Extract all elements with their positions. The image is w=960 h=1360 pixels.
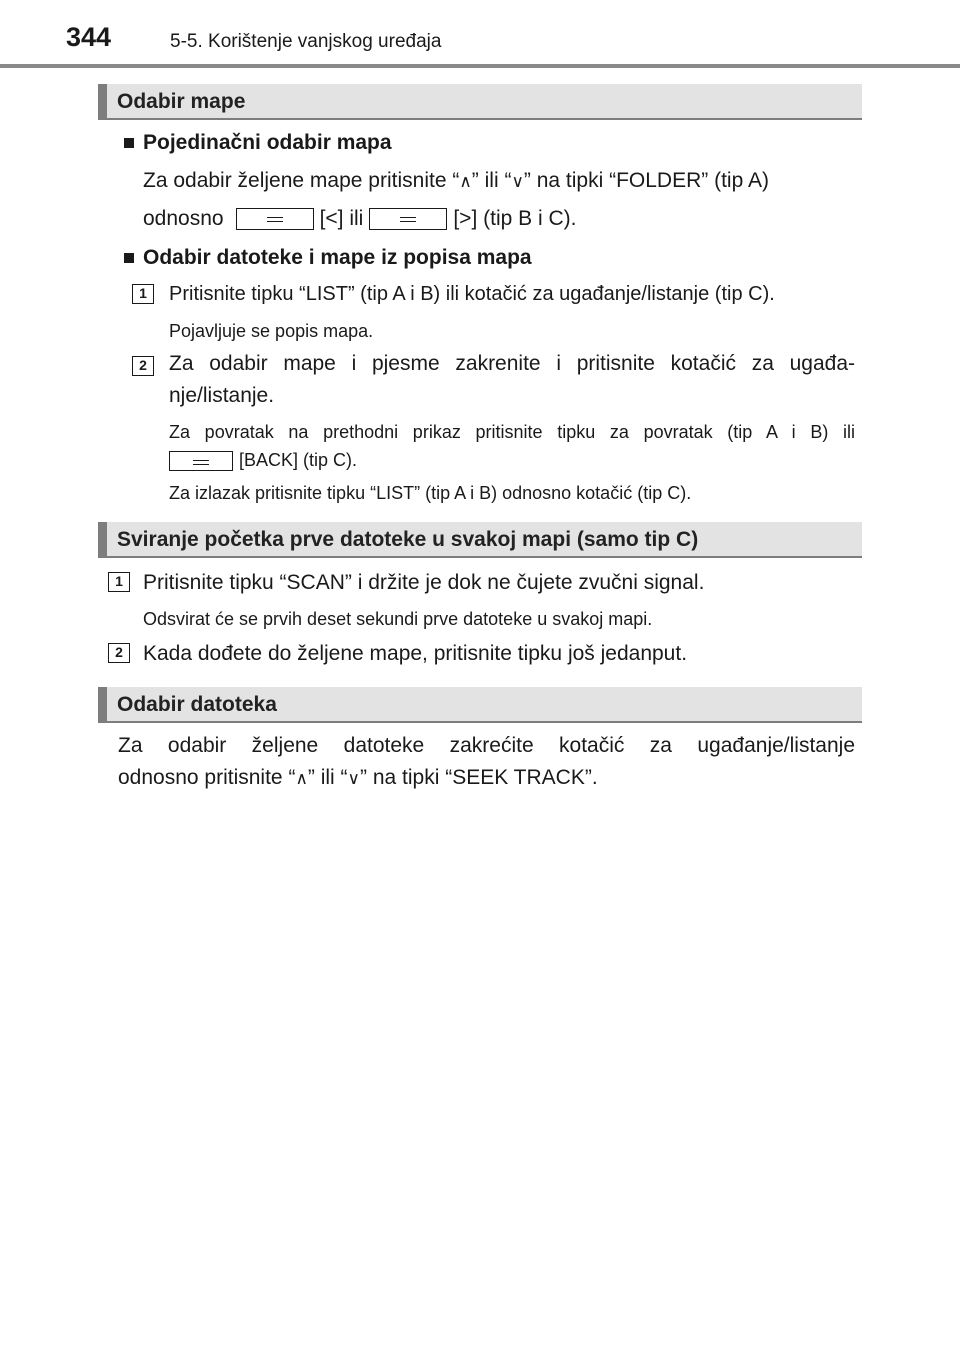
text-fragment: ” ili “ <box>307 766 348 789</box>
text-fragment: odnosno <box>143 207 224 230</box>
step-number-badge: 1 <box>108 572 130 592</box>
steering-switch-key-icon <box>236 208 314 230</box>
section-heading-file-select <box>98 687 862 723</box>
section-title: Odabir datoteka <box>117 693 277 716</box>
down-arrow-symbol: ∨ <box>347 769 360 788</box>
chapter-title: 5-5. Korištenje vanjskog uređaja <box>170 31 442 52</box>
section-title: Sviranje početka prve datoteke u svakoj mapi (samo tip C) <box>117 528 699 551</box>
step-text: Za odabir mape i pjesme zakrenite i pritisnite kotačić za ugađa- <box>169 352 855 375</box>
step-text: Pritisnite tipku “LIST” (tip A i B) ili kotačić za ugađanje/listanje (tip C). <box>169 283 775 305</box>
paragraph-line <box>118 766 598 790</box>
step-text: Kada dođete do željene mape, pritisnite tipku još jedanput. <box>143 642 688 665</box>
text-fragment: [BACK] (tip C). <box>239 450 358 470</box>
up-arrow-symbol: ∧ <box>295 769 308 788</box>
text-fragment: Za odabir željene mape pritisnite “ <box>143 169 460 192</box>
step-note: Za povratak na prethodni prikaz pritisnite tipku za povratak (tip A i B) ili <box>169 422 855 442</box>
step-note: Za izlazak pritisnite tipku “LIST” (tip A i B) odnosno kotačić (tip C). <box>169 483 692 503</box>
paragraph-line <box>143 169 769 193</box>
step-number-badge: 1 <box>132 284 154 304</box>
text-fragment: ” na tipki “SEEK TRACK”. <box>360 766 598 789</box>
step-note: Pojavljuje se popis mapa. <box>169 321 374 341</box>
steering-switch-key-icon <box>369 208 447 230</box>
paragraph-line <box>143 207 576 231</box>
paragraph-line: Za odabir željene datoteke zakrećite kotačić za ugađanje/listanje <box>118 734 855 757</box>
page-number: 344 <box>66 22 112 52</box>
section-title: Odabir mape <box>117 90 246 113</box>
step-note: Odsvirat će se prvih deset sekundi prve datoteke u svakoj mapi. <box>143 609 653 629</box>
step-text: nje/listanje. <box>169 384 275 407</box>
subsection-title: Pojedinačni odabir mapa <box>143 131 392 154</box>
steering-switch-key-icon <box>169 451 233 471</box>
step-number-badge: 2 <box>132 356 154 376</box>
text-fragment: [>] (tip B i C). <box>453 207 577 230</box>
square-bullet-icon <box>124 253 134 263</box>
section-heading-folder-select <box>98 84 862 120</box>
header-divider <box>0 64 960 68</box>
text-fragment: ” ili “ <box>471 169 512 192</box>
step-number-badge: 2 <box>108 643 130 663</box>
text-fragment: [<] ili <box>319 207 364 230</box>
up-arrow-symbol: ∧ <box>459 172 472 191</box>
section-heading-scan <box>98 522 862 558</box>
text-fragment: ” na tipki “FOLDER” (tip A) <box>523 169 769 192</box>
subsection-title: Odabir datoteke i mape iz popisa mapa <box>143 246 532 269</box>
square-bullet-icon <box>124 138 134 148</box>
down-arrow-symbol: ∨ <box>511 172 524 191</box>
step-text: Pritisnite tipku “SCAN” i držite je dok ne čujete zvučni signal. <box>143 571 705 594</box>
text-fragment: odnosno pritisnite “ <box>118 766 296 789</box>
step-note <box>169 450 357 471</box>
